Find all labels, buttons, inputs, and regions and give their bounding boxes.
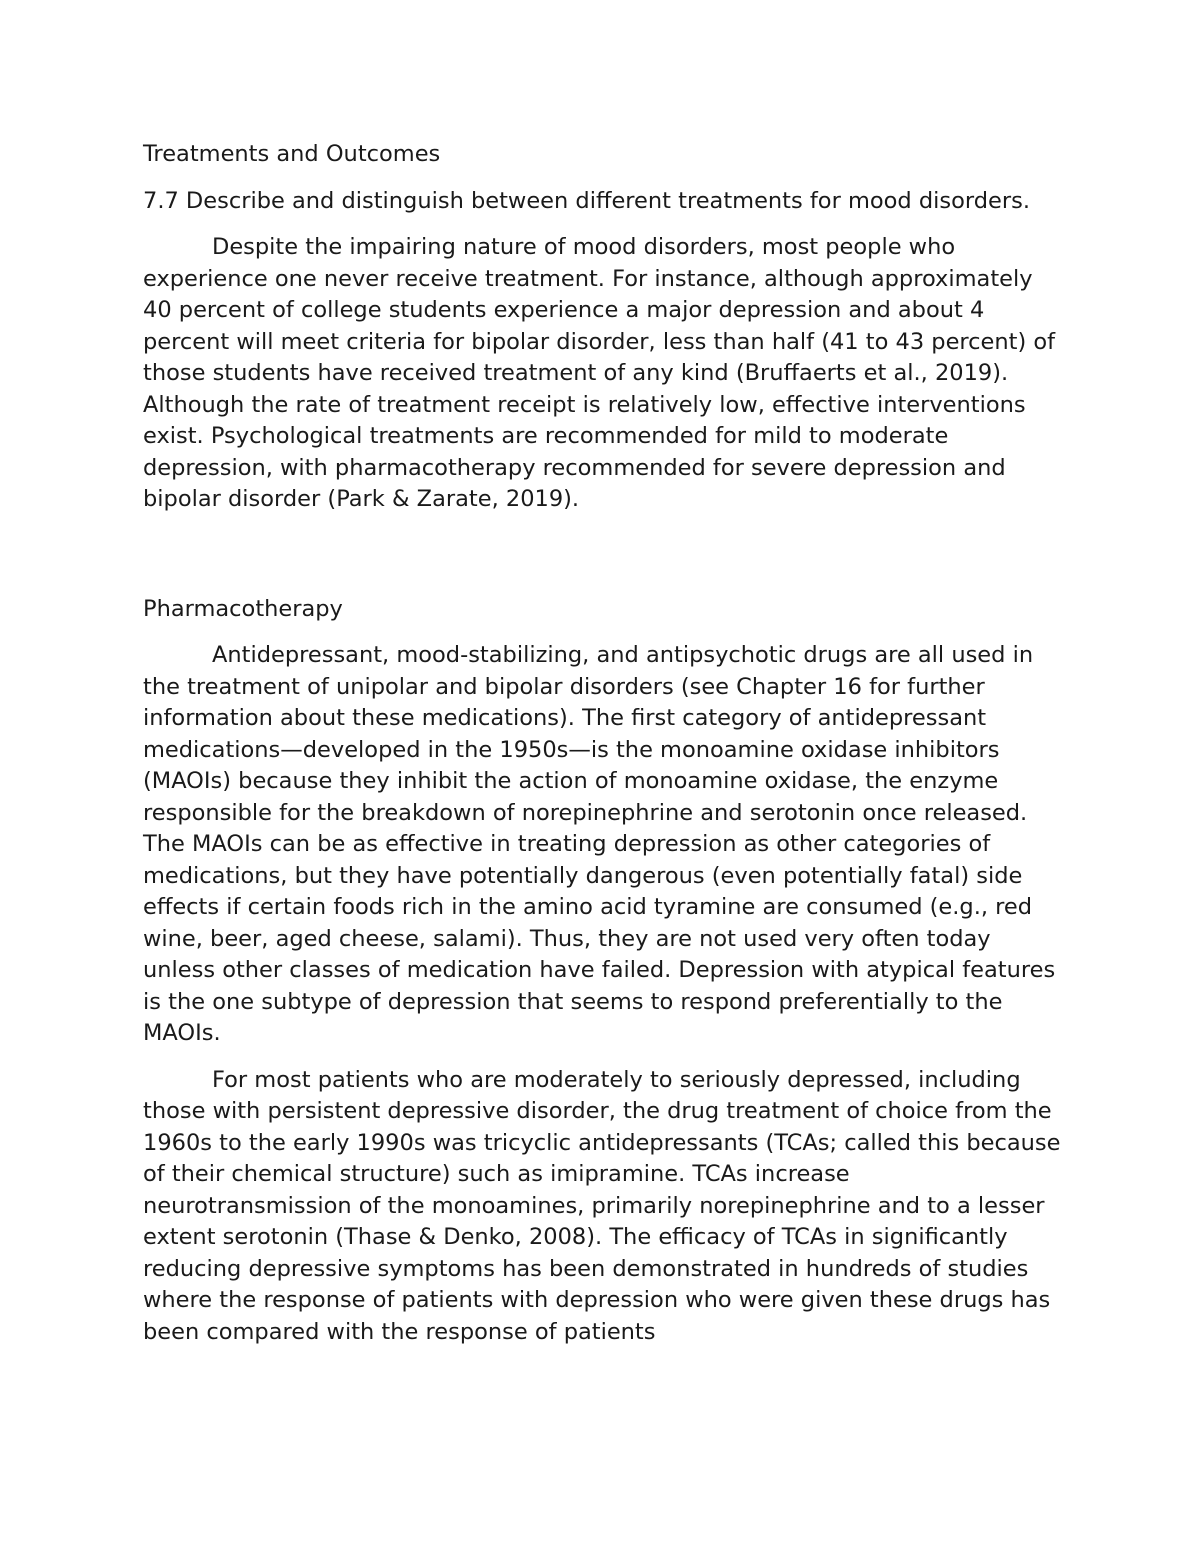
section-heading: Pharmacotherapy <box>143 595 343 622</box>
learning-objective: 7.7 Describe and distinguish between different treatments for mood disorders. <box>143 187 1030 214</box>
body-paragraph: Antidepressant, mood-stabilizing, and antipsychotic drugs are all used in the treatment of unipolar and bipolar disorders (see Chapter 16 for further information about these medications). The first category of antidepressant medications—developed in the 1950s—is the monoamine oxidase inhibitors (MAOIs) because they inhibit the action of monoamine oxidase, the enzyme responsible for the breakdown of norepinephrine and serotonin once released. The MAOIs can be as effective in treating depression as other categories of medications, but they have potentially dangerous (even potentially fatal) side effects if certain foods rich in the amino acid tyramine are consumed (e.g., red wine, beer, aged cheese, salami). Thus, they are not used very often today unless other classes of medication have failed. Depression with atypical features is the one subtype of depression that seems to respond preferentially to the MAOIs. <box>143 642 1056 1046</box>
document-body <box>143 139 1063 1348</box>
page-title: Treatments and Outcomes <box>143 141 441 167</box>
body-paragraph: For most patients who are moderately to seriously depressed, including those with persistent depressive disorder, the drug treatment of choice from the 1960s to the early 1990s was tricyclic antidepressants (TCAs; called this because of their chemical structure) such as imipramine. TCAs increase neurotransmission of the monoamines, primarily norepinephrine and to a lesser extent serotonin (Thase & Denko, 2008). The efficacy of TCAs in significantly reducing depressive symptoms has been demonstrated in hundreds of studies where the response of patients with depression who were given these drugs has been compared with the response of patients <box>143 1066 1061 1345</box>
intro-paragraph: Despite the impairing nature of mood disorders, most people who experience one never receive treatment. For instance, although approximately 40 percent of college students experience a major depression and about 4 percent will meet criteria for bipolar disorder, less than half (41 to 43 percent) of those students have received treatment of any kind (Bruffaerts et al., 2019). Although the rate of treatment receipt is relatively low, effective interventions exist. Psychological treatments are recommended for mild to moderate depression, with pharmacotherapy recommended for severe depression and bipolar disorder (Park & Zarate, 2019). <box>143 234 1056 512</box>
